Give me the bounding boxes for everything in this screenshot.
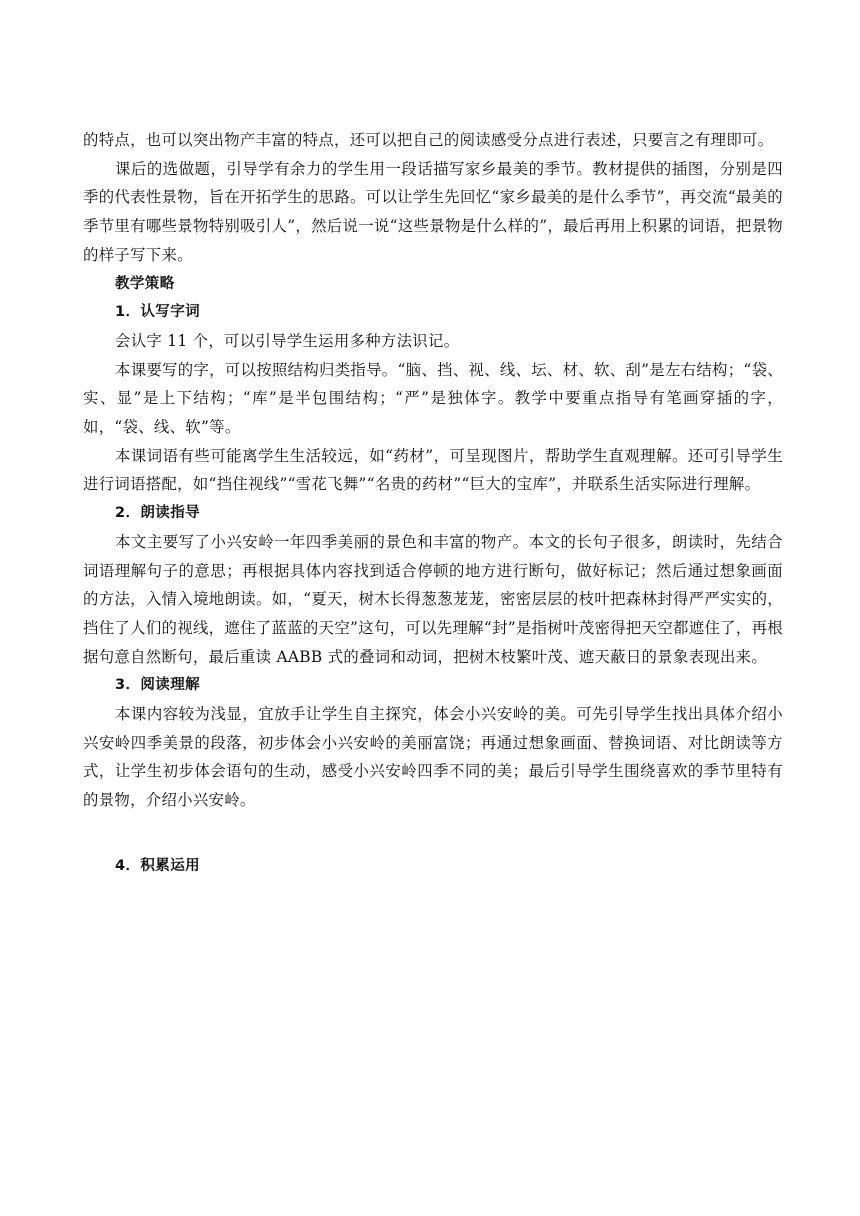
paragraph-recognize-characters: 会认字 11 个，可以引导学生运用多种方法识记。 bbox=[115, 331, 460, 350]
subheading-reading-aloud: 2．朗读指导 bbox=[115, 505, 200, 522]
subheading-characters: 1．认写字词 bbox=[115, 304, 200, 321]
subheading-accumulate: 4．积累运用 bbox=[115, 857, 200, 874]
paragraph-optional-exercise: 课后的选做题，引导学有余力的学生用一段话描写家乡最美的季节。教材提供的插图，分别是四季的代表性景物，旨在开拓学生的思路。可以让学生先回忆“家乡最美的是什么季节”，再交流“最美的季节里有哪些景物特别吸引人”，然后说一说“这些景物是什么样的”，最后再用上积累的词语，把景物的样子写下来。 bbox=[83, 159, 783, 264]
spacer bbox=[83, 815, 783, 852]
paragraph-vocabulary: 本课词语有些可能离学生生活较远，如“药材”，可呈现图片，帮助学生直观理解。还可引导学生进行词语搭配，如“挡住视线”“雪花飞舞”“名贵的药材”“巨大的宝库”，并联系生活实际进行理解。 bbox=[83, 446, 783, 494]
subheading-comprehension: 3．阅读理解 bbox=[115, 677, 200, 694]
section-heading-strategy: 教学策略 bbox=[115, 275, 175, 292]
paragraph-writing-characters: 本课要写的字，可以按照结构归类指导。“脑、挡、视、线、坛、材、软、刮”是左右结构；“袋、实、显”是上下结构；“库”是半包围结构；“严”是独体字。教学中要重点指导有笔画穿插的字，如，“袋、线、软”等。 bbox=[83, 360, 783, 437]
paragraph-reading-aloud: 本文主要写了小兴安岭一年四季美丽的景色和丰富的物产。本文的长句子很多，朗读时，先结合词语理解句子的意思；再根据具体内容找到适合停顿的地方进行断句，做好标记；然后通过想象画面的方法，入情入境地朗读。如，“夏天，树木长得葱葱茏茏，密密层层的枝叶把森林封得严严实实的，挡住了人们的视线，遮住了蓝蓝的天空”这句，可以先理解“封”是指树叶茂密得把天空都遮住了，再根据句意自然断句，最后重读 AABB 式的叠词和动词，把树木枝繁叶茂、遮天蔽日的景象表现出来。 bbox=[83, 532, 783, 666]
paragraph-continued: 的特点，也可以突出物产丰富的特点，还可以把自己的阅读感受分点进行表述，只要言之有理即可。 bbox=[83, 131, 774, 149]
paragraph-comprehension: 本课内容较为浅显，宜放手让学生自主探究，体会小兴安岭的美。可先引导学生找出具体介绍小兴安岭四季美景的段落，初步体会小兴安岭的美丽富饶；再通过想象画面、替换词语、对比朗读等方式，让学生初步体会语句的生动，感受小兴安岭四季不同的美；最后引导学生围绕喜欢的季节里特有的景物，介绍小兴安岭。 bbox=[83, 705, 783, 810]
document-page bbox=[83, 126, 783, 881]
